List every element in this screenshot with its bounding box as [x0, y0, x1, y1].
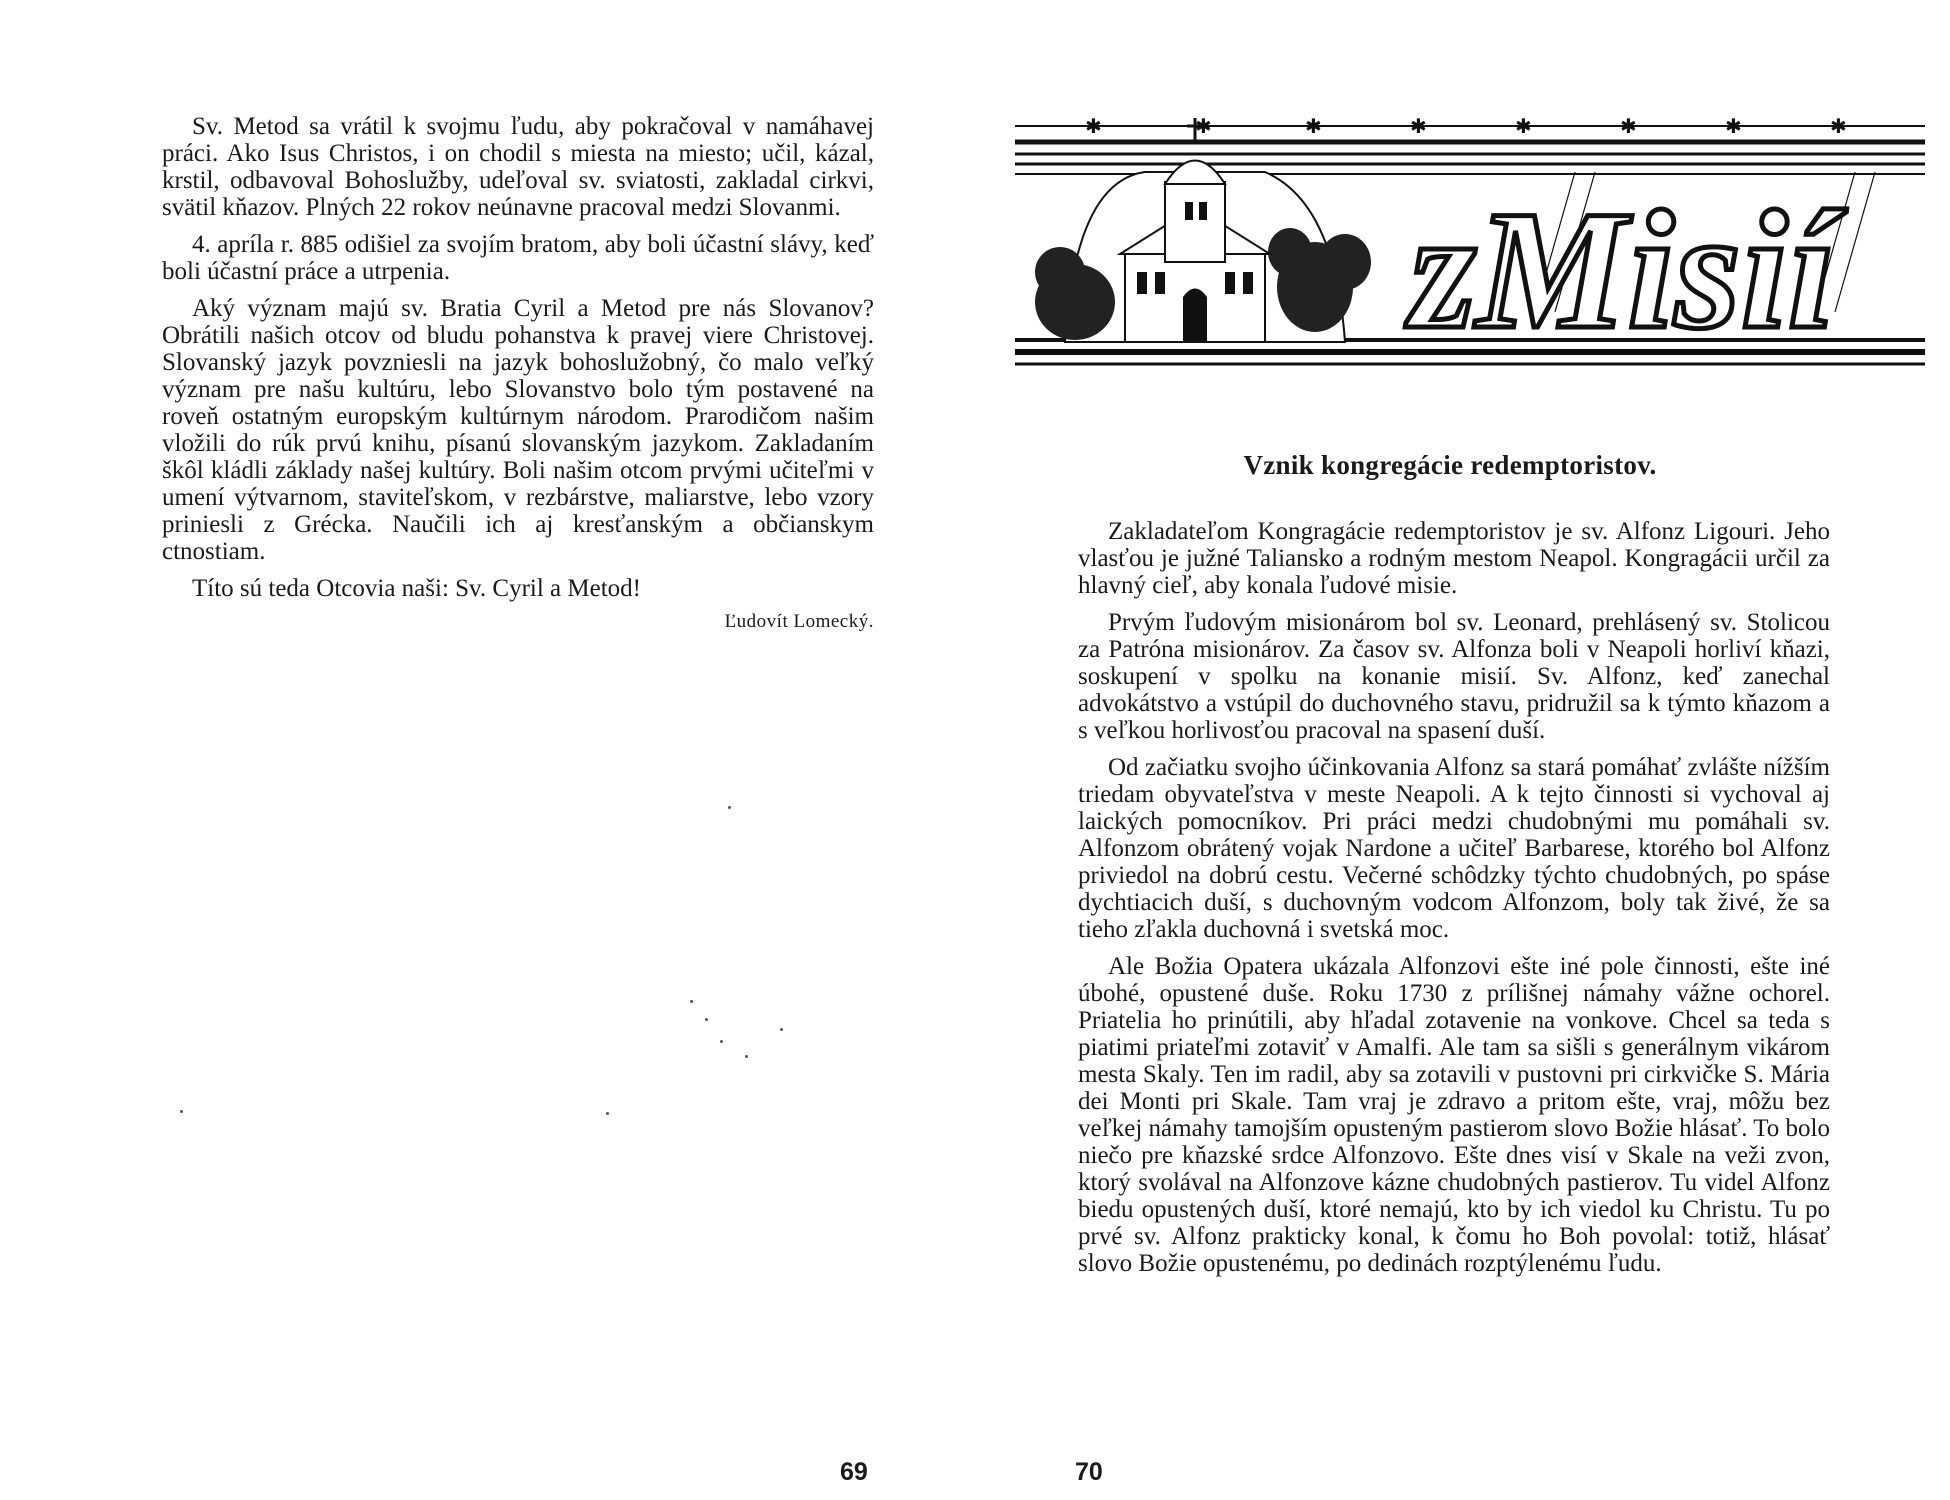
svg-text:✱: ✱: [1305, 114, 1322, 138]
svg-text:✱: ✱: [1195, 114, 1212, 138]
scan-speck: [780, 1028, 783, 1031]
paragraph: Sv. Metod sa vrátil k svojmu ľudu, aby pokračoval v namáhavej práci. Ako Isus Christos, i on chodil s miesta na miesto; učil, kázal, krstil, odbavoval Bohoslužby, udeľoval sv. sviatosti, zakladal cirkvi, svätil kňazov. Plných 22 rokov neúnavne pracoval medzi Slovanmi.: [162, 113, 874, 221]
church-banner-illustration: [1015, 112, 1925, 374]
paragraph: 4. apríla r. 885 odišiel za svojím bratom, aby boli účastní slávy, keď boli účastní práce a utrpenia.: [162, 231, 874, 285]
scan-speck: [728, 806, 731, 809]
right-text-column: [1078, 518, 1830, 1287]
svg-text:✱: ✱: [1830, 114, 1847, 138]
section-banner: [1015, 112, 1925, 374]
svg-text:✱: ✱: [1085, 114, 1102, 138]
scan-speck: [606, 1112, 609, 1115]
svg-text:✱: ✱: [1620, 114, 1637, 138]
svg-text:✱: ✱: [1725, 114, 1742, 138]
scan-speck: [705, 1018, 708, 1021]
scan-speck: [720, 1040, 723, 1043]
paragraph: Aký význam majú sv. Bratia Cyril a Metod pre nás Slovanov? Obrátili našich otcov od bludu pohanstva k pravej viere Christovej. Slovanský jazyk povzniesli na jazyk bohoslužobný, čo malo veľký význam pre našu kultúru, lebo Slovanstvo bolo tým postavené na roveň ostatným europským kultúrnym národom. Prarodičom našim vložili do rúk prvú knihu, písanú slovanským jazykom. Zakladaním škôl kládli základy našej kultúry. Boli našim otcom prvými učiteľmi v umení výtvarnom, staviteľskom, v rezbárstve, maliarstve, lebo vzory priniesli z Grécka. Naučili ich aj kresťanským a občianskym ctnostiam.: [162, 295, 874, 565]
paragraph: Zakladateľom Kongragácie redemptoristov je sv. Alfonz Ligouri. Jeho vlasťou je južné Taliansko a rodným mestom Neapol. Kongragácii určil za hlavný cieľ, aby konala ľudové misie.: [1078, 518, 1830, 599]
paragraph: Títo sú teda Otcovia naši: Sv. Cyril a Metod!: [192, 575, 641, 602]
article-title: Vznik kongregácie redemptoristov.: [1243, 450, 1657, 480]
scan-speck: [180, 1110, 183, 1113]
left-text-column: [162, 113, 874, 635]
page-number: 70: [1075, 1458, 1103, 1486]
right-page: [975, 0, 1950, 1500]
paragraph: Prvým ľudovým misionárom bol sv. Leonard, prehlásený sv. Stolicou za Patróna misionárov. Za časov sv. Alfonza boli v Neapoli horliví kňazi, soskupení v spolku na konanie misií. Sv. Alfonz, keď zanechal advokátstvo a vstúpil do duchovného stavu, pridružil sa k týmto kňazom a s veľkou horlivosťou pracoval na spasení duší.: [1078, 609, 1830, 744]
author-signature: Ľudovít Lomecký.: [724, 611, 874, 632]
paragraph: Ale Božia Opatera ukázala Alfonzovi ešte iné pole činnosti, ešte iné úbohé, opustené duše. Roku 1730 z prílišnej námahy vážne ochorel. Priatelia ho prinútili, aby hľadal zotavenie na vonkove. Chcel sa teda s piatimi priateľmi zotaviť v Amalfi. Ale tam sa sišli s generálnym vikárom mesta Skaly. Ten im radil, aby sa zotavili v pustovni pri cirkvičke S. Mária dei Monti pri Skale. Tam vraj je zdravo a pritom ešte, vraj, môžu bez veľkej námahy tamojším opusteným pastierom slovo Božie hlásať. To bolo niečo pre kňazské srdce Alfonzovo. Ešte dnes visí v Skale na veži zvon, ktorý svolával na Alfonzove kázne chudobných pastierov. Tu videl Alfonz biedu opustených duší, ktoré nemajú, kto by ich viedol ku Christu. Tu po prvé sv. Alfonz prakticky konal, k čomu ho Boh povolal: totiž, hlásať slovo Božie opustenému, po dedinách rozptýlenému ľudu.: [1078, 953, 1830, 1277]
paragraph: Od začiatku svojho účinkovania Alfonz sa stará pomáhať zvlášte nížším triedam obyvateľstva v meste Neapoli. A k tejto činnosti si vychoval aj laických pomocníkov. Pri práci medzi chudobnými mu pomáhali sv. Alfonzom obrátený vojak Nardone a učiteľ Barbarese, ktorého bol Alfonz priviedol na dobrú cestu. Večerné schôdzky týchto chudobných, po spáse dychtiacich duší, s duchovným vodcom Alfonzom, boly tak živé, že sa tieho zľakla duchovná i svetská moc.: [1078, 754, 1830, 943]
scan-speck: [745, 1055, 748, 1058]
svg-text:✱: ✱: [1515, 114, 1532, 138]
page-number: 69: [840, 1458, 868, 1486]
scan-speck: [690, 1000, 693, 1003]
banner-title: zMisií: [1410, 176, 1836, 364]
svg-text:✱: ✱: [1410, 114, 1427, 138]
